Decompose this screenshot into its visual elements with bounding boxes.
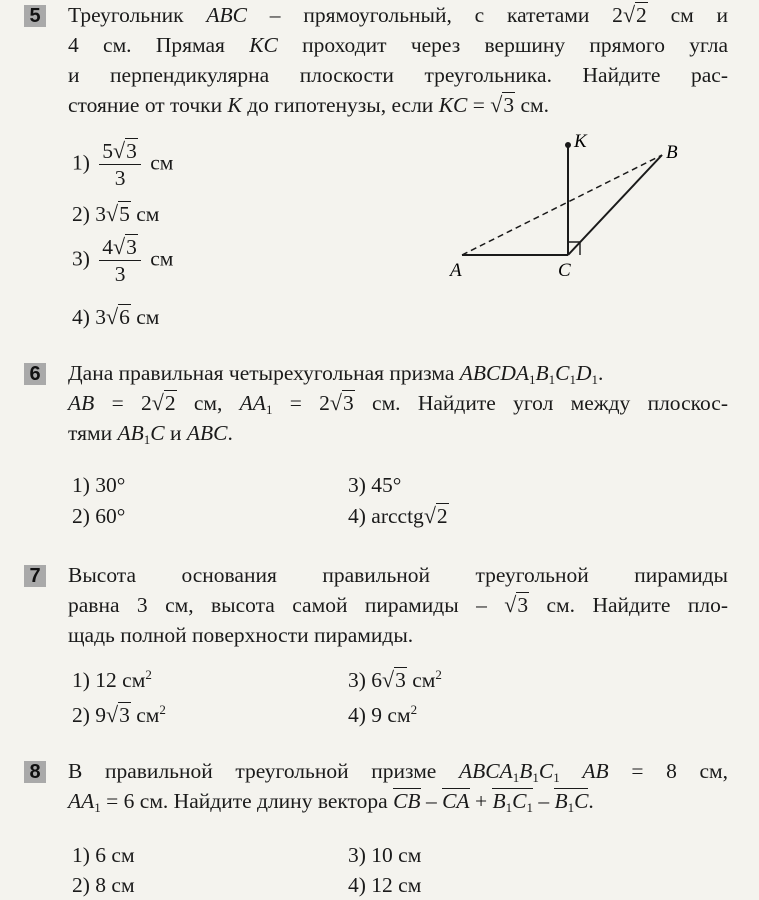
problem-statement	[68, 0, 728, 120]
statement-line: Треугольник ABC – прямоугольный, с катетами 2√2 см и	[68, 2, 729, 27]
statement-line: 4 см. Прямая KC проходит через вершину прямого угла	[68, 33, 728, 57]
answer-option-1: 1) 30°	[72, 473, 126, 497]
answer-option-4: 4) 12 см	[348, 873, 422, 897]
statement-line: тями $AB_1C$ и ABC.	[68, 421, 233, 447]
answer-option-4: 4) 9 $см^2$	[348, 702, 418, 727]
problem-statement	[68, 560, 728, 650]
fraction: $\frac{4√3}{3}$	[99, 234, 141, 287]
statement-line: равна 3 см, высота самой пирамиды – √3 см. Найдите пло-	[68, 592, 728, 617]
answer-option-1: 1) $\frac{5√3}{3}$ см	[72, 138, 174, 190]
vector-B1C: $B_1C$	[554, 789, 589, 815]
problem-statement	[68, 358, 728, 448]
answer-option-1: 1) 12 $см^2$	[72, 667, 152, 692]
vector-CA: CA	[442, 789, 470, 813]
statement-line: В правильной треугольной призме $ABCA_1B_1C_1$ AB = 8 см,	[68, 759, 729, 785]
label-C: C	[558, 260, 571, 280]
label-B: B	[666, 142, 678, 163]
segment-AB-dashed	[462, 155, 662, 255]
answer-option-4: 4) 3√6 см	[72, 304, 160, 329]
statement-line: AB = 2√2 см, $AA_1 = 2√3$ см. Найдите угол между плоскос-	[68, 390, 728, 417]
answer-option-3: 3) $\frac{4√3}{3}$ см	[72, 234, 174, 286]
problem-statement	[68, 756, 728, 816]
label-K: K	[574, 131, 587, 152]
answer-option-2: 2) 3√5 см	[72, 201, 160, 226]
point-K	[565, 142, 571, 148]
label-A: A	[450, 260, 462, 280]
geometry-figure	[440, 130, 700, 280]
answer-option-2: 2) 9√3 $см^2$	[72, 702, 166, 727]
problem-number: 8	[24, 761, 46, 783]
statement-line: Высота основания правильной треугольной пирамиды	[68, 563, 728, 587]
answer-option-2: 2) 60°	[72, 504, 126, 528]
answer-option-3: 3) 10 см	[348, 843, 422, 867]
answer-option-3: 3) 45°	[348, 473, 402, 497]
fraction: $\frac{5√3}{3}$	[99, 138, 141, 191]
statement-line: Дана правильная четырехугольная призма $ABCDA_1B_1C_1D_1$.	[68, 361, 604, 387]
vector-B1C1: $B_1C_1$	[492, 789, 533, 815]
problem-number: 5	[24, 5, 46, 27]
segment-CB	[568, 155, 662, 255]
answer-option-4: 4) arcctg√2	[348, 503, 448, 528]
statement-line: стояние от точки K до гипотенузы, если KC = √3 см.	[68, 92, 550, 117]
problem-number: 6	[24, 363, 46, 385]
vector-CB: CB	[393, 789, 421, 813]
statement-line: щадь полной поверхности пирамиды.	[68, 623, 414, 647]
answer-option-1: 1) 6 см	[72, 843, 135, 867]
statement-line: и перпендикулярна плоскости треугольника. Найдите рас-	[68, 63, 728, 87]
statement-line: $AA_1 = 6$ см. Найдите длину вектора CB – CA + $B_1C_1 - B_1C$.	[68, 789, 594, 815]
answer-option-3: 3) 6√3 $см^2$	[348, 667, 442, 692]
problem-number: 7	[24, 565, 46, 587]
answer-option-2: 2) 8 см	[72, 873, 135, 897]
